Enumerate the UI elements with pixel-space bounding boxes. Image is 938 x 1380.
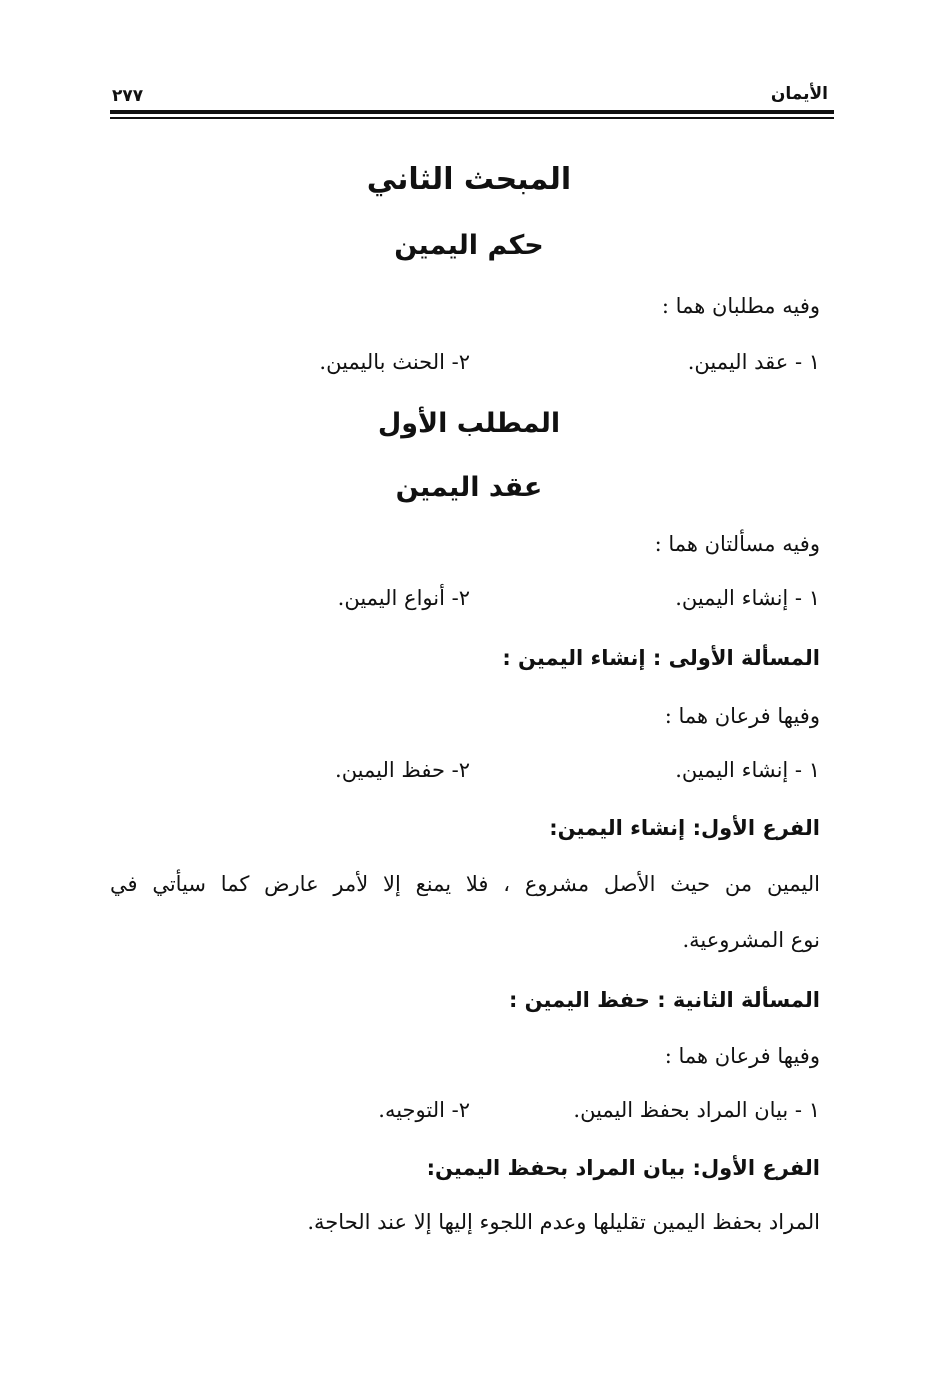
section-subtitle: حكم اليمين (394, 230, 544, 261)
issue1-intro: وفيها فرعان هما : (664, 704, 820, 728)
part1-subtitle: عقد اليمين (395, 472, 543, 503)
page-number: ٢٧٧ (112, 86, 144, 106)
issue2-heading: المسألة الثانية : حفظ اليمين : (508, 988, 820, 1012)
section-title: المبحث الثاني (366, 162, 572, 197)
header-rule-thin (110, 117, 834, 119)
issue2-paragraph: المراد بحفظ اليمين تقليلها وعدم اللجوء إليها إلا عند الحاجة. (307, 1210, 820, 1234)
intro-item-2: ٢- الحنث باليمين. (319, 350, 470, 374)
part1-item-1: ١ - إنشاء اليمين. (675, 586, 820, 610)
part1-item-2: ٢- أنواع اليمين. (337, 586, 470, 610)
part1-title: المطلب الأول (377, 408, 561, 439)
intro-item-1: ١ - عقد اليمين. (687, 350, 820, 374)
issue2-branch-heading: الفرع الأول: بيان المراد بحفظ اليمين: (426, 1156, 820, 1180)
issue1-branch-heading: الفرع الأول: إنشاء اليمين: (549, 816, 820, 840)
issue2-item-2: ٢- التوجيه. (378, 1098, 470, 1122)
intro-text: وفيه مطلبان هما : (661, 294, 820, 318)
issue1-item-1: ١ - إنشاء اليمين. (675, 758, 820, 782)
issue2-intro: وفيها فرعان هما : (664, 1044, 820, 1068)
running-title: الأيمان (770, 84, 828, 104)
part1-intro: وفيه مسألتان هما : (654, 532, 820, 556)
issue1-heading: المسألة الأولى : إنشاء اليمين : (502, 646, 820, 670)
issue1-paragraph-line-1: اليمين من حيث الأصل مشروع ، فلا يمنع إلا لأمر عارض كما سيأتي في (110, 872, 820, 896)
issue2-item-1: ١ - بيان المراد بحفظ اليمين. (573, 1098, 820, 1122)
issue1-item-2: ٢- حفظ اليمين. (335, 758, 470, 782)
issue1-paragraph-line-2: نوع المشروعية. (682, 928, 820, 952)
header-rule-thick (110, 110, 834, 114)
